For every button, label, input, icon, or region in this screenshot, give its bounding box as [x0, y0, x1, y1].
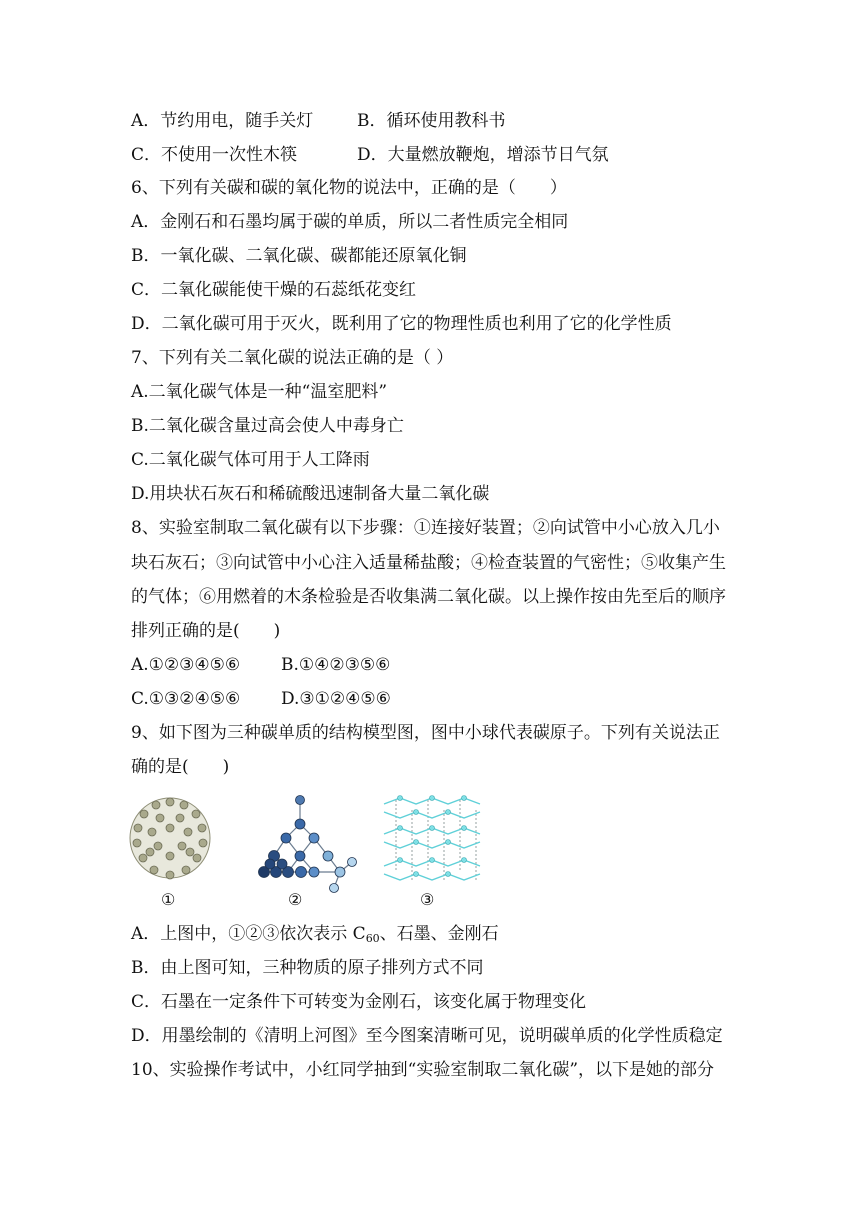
q7-option-d: D.用块状石灰石和稀硫酸迅速制备大量二氧化碳 — [131, 484, 490, 504]
q7-stem: 7、下列有关二氧化碳的说法正确的是（ ） — [131, 348, 454, 368]
q6-option-d: D．二氧化碳可用于灭火，既利用了它的物理性质也利用了它的化学性质 — [131, 314, 672, 334]
figure-label-3: ③ — [420, 890, 435, 909]
q6-stem: 6、下列有关碳和碳的氧化物的说法中，正确的是（ ） — [131, 178, 567, 198]
q10-stem-line-1: 10、实验操作考试中，小红同学抽到“实验室制取二氧化碳”，以下是她的部分 — [131, 1060, 715, 1080]
q7-option-b: B.二氧化碳含量过高会使人中毒身亡 — [131, 416, 404, 436]
q9-option-a-subscript: 60 — [365, 932, 380, 945]
graphite-model — [384, 796, 480, 881]
q5-option-d: D．大量燃放鞭炮，增添节日气氛 — [357, 145, 609, 165]
figure-label-2: ② — [288, 890, 303, 909]
figure-label-1: ① — [161, 890, 176, 909]
q5-option-b: B．循环使用教科书 — [357, 111, 506, 131]
q5-option-c: C．不使用一次性木筷 — [131, 145, 298, 165]
q9-option-b: B．由上图可知，三种物质的原子排列方式不同 — [131, 958, 484, 978]
q9-stem-line-2: 确的是( ) — [131, 757, 230, 777]
q8-option-d: D.③①②④⑤⑥ — [281, 689, 391, 709]
q8-stem-line-3: 的气体；⑥用燃着的木条检验是否收集满二氧化碳。以上操作按由先至后的顺序 — [131, 587, 726, 607]
q9-option-a-text-end: 、石墨、金刚石 — [379, 924, 499, 944]
q8-stem-line-4: 排列正确的是( ) — [131, 621, 281, 641]
carbon-structure-figure — [128, 786, 488, 914]
q5-option-a: A．节约用电，随手关灯 — [131, 111, 314, 131]
c60-model — [130, 798, 210, 879]
q8-stem-line-1: 8、实验室制取二氧化碳有以下步骤：①连接好装置；②向试管中小心放入几小 — [131, 518, 720, 538]
q9-stem-line-1: 9、如下图为三种碳单质的结构模型图，图中小球代表碳原子。下列有关说法正 — [131, 723, 720, 743]
diamond-model — [259, 796, 357, 893]
q8-stem-line-2: 块石灰石；③向试管中小心注入适量稀盐酸；④检查装置的气密性；⑤收集产生 — [131, 553, 726, 573]
q9-option-a — [131, 922, 499, 946]
q8-option-c: C.①③②④⑤⑥ — [131, 689, 241, 709]
q9-option-d: D．用墨绘制的《清明上河图》至今图案清晰可见，说明碳单质的化学性质稳定 — [131, 1026, 723, 1046]
q6-option-a: A．金刚石和石墨均属于碳的单质，所以二者性质完全相同 — [131, 212, 569, 232]
q7-option-c: C.二氧化碳气体可用于人工降雨 — [131, 450, 370, 470]
q8-option-b: B.①④②③⑤⑥ — [281, 655, 391, 675]
q9-option-a-text: A．上图中，①②③依次表示 C — [131, 924, 366, 944]
q7-option-a: A.二氧化碳气体是一种“温室肥料” — [131, 382, 388, 402]
q8-option-a: A.①②③④⑤⑥ — [131, 655, 241, 675]
q9-option-c: C．石墨在一定条件下可转变为金刚石，该变化属于物理变化 — [131, 992, 587, 1012]
q6-option-b: B．一氧化碳、二氧化碳、碳都能还原氧化铜 — [131, 246, 467, 266]
q6-option-c: C．二氧化碳能使干燥的石蕊纸花变红 — [131, 280, 417, 300]
